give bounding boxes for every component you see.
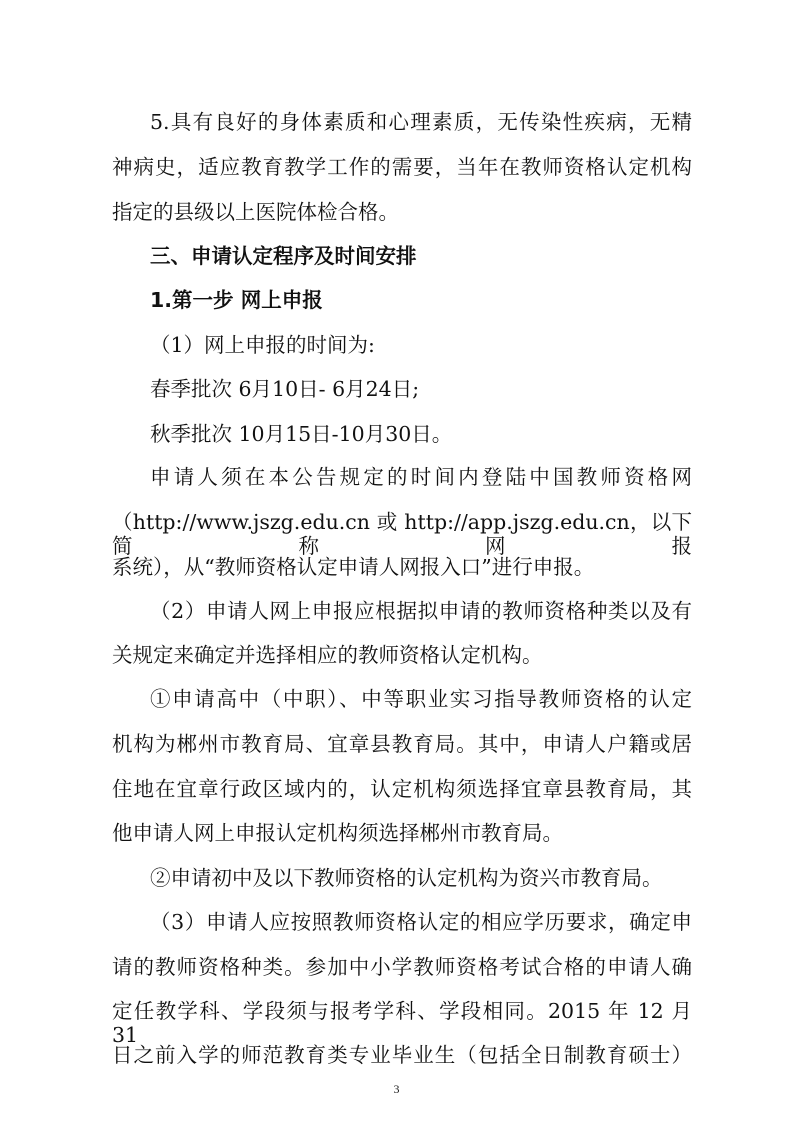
paragraph-line: ①申请高中（中职）、中等职业实习指导教师资格的认定 (150, 687, 692, 711)
paragraph-line: 定任教学科、学段须与报考学科、学段相同。2015 年 12 月 31 (112, 999, 692, 1047)
paragraph-line: （3）申请人应按照教师资格认定的相应学历要求，确定申 (150, 910, 692, 934)
subsection-heading: 1.第一步 网上申报 (150, 288, 323, 312)
paragraph-line: 指定的县级以上医院体检合格。 (112, 200, 399, 224)
paragraph-line: 5.具有良好的身体素质和心理素质，无传染性疾病，无精 (150, 110, 692, 134)
paragraph-line: 系统），从“教师资格认定申请人网报入口”进行申报。 (112, 555, 595, 579)
paragraph-line-urls: （http://www.jszg.edu.cn 或 http://app.jszg.edu.cn，以下简称网报 (112, 510, 692, 558)
paragraph-line: 申请人须在本公告规定的时间内登陆中国教师资格网 (150, 465, 692, 489)
paragraph-line: （2）申请人网上申报应根据拟申请的教师资格种类以及有 (150, 599, 692, 623)
paragraph-line: 请的教师资格种类。参加中小学教师资格考试合格的申请人确 (112, 955, 692, 979)
paragraph-line: 神病史，适应教育教学工作的需要，当年在教师资格认定机构 (112, 155, 692, 179)
paragraph-line: 住地在宜章行政区域内的，认定机构须选择宜章县教育局，其 (112, 777, 692, 801)
page-number: 3 (393, 1082, 400, 1096)
paragraph-line: （1）网上申报的时间为: (150, 333, 375, 357)
paragraph-line: 日之前入学的师范教育类专业毕业生（包括全日制教育硕士） (112, 1043, 692, 1067)
schedule-spring: 春季批次 6月10日- 6月24日; (150, 377, 420, 401)
section-heading: 三、申请认定程序及时间安排 (150, 244, 417, 268)
paragraph-line: 他申请人网上申报认定机构须选择郴州市教育局。 (112, 821, 563, 845)
paragraph-line: ②申请初中及以下教师资格的认定机构为资兴市教育局。 (150, 866, 663, 890)
paragraph-line: 机构为郴州市教育局、宜章县教育局。其中，申请人户籍或居 (112, 732, 692, 756)
paragraph-line: 关规定来确定并选择相应的教师资格认定机构。 (112, 643, 543, 667)
schedule-autumn: 秋季批次 10月15日-10月30日。 (150, 422, 453, 446)
